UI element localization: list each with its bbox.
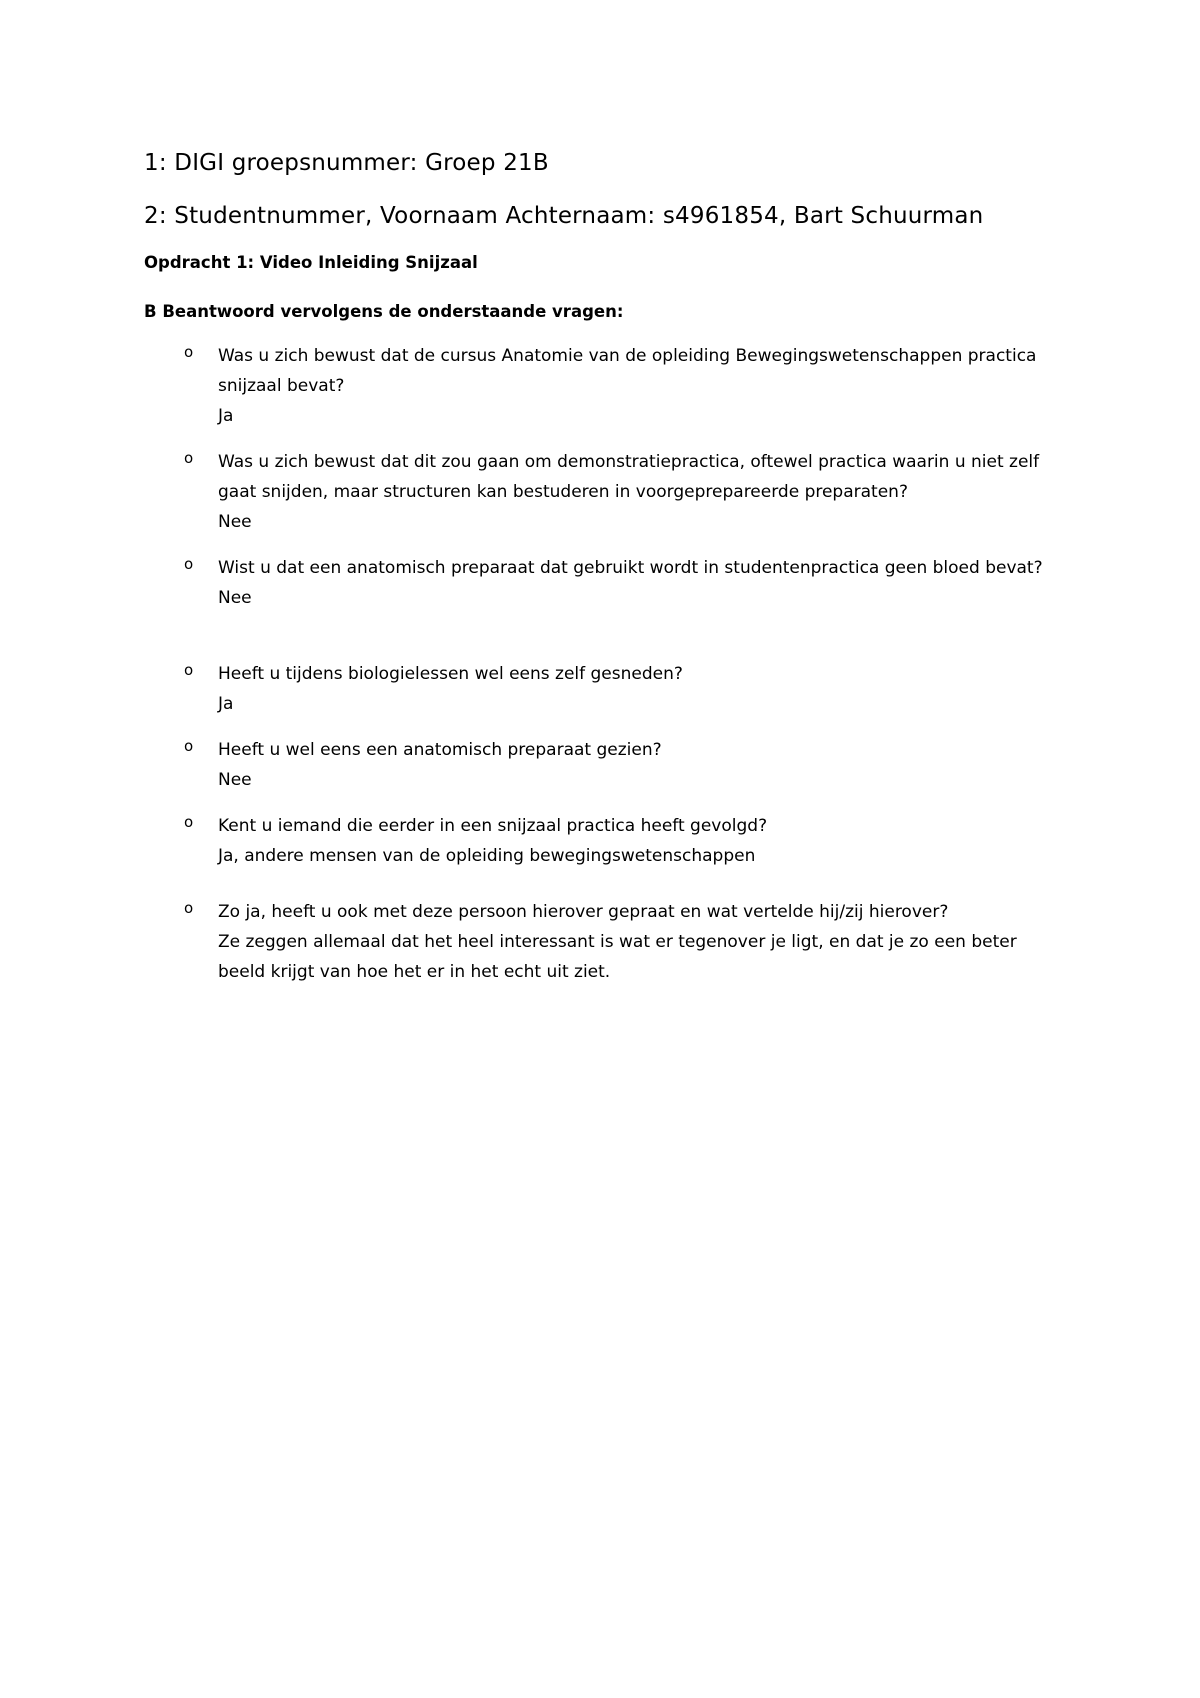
bullet-icon: o [184, 661, 194, 679]
question-block [218, 659, 1058, 719]
question-text: Heeft u tijdens biologielessen wel eens zelf gesneden? [218, 664, 683, 684]
assignment-title: Opdracht 1: Video Inleiding Snijzaal [144, 253, 478, 272]
question-text: Was u zich bewust dat dit zou gaan om demonstratiepractica, oftewel practica waarin u niet zelf gaat snijden, maar structuren kan bestuderen in voorgeprepareerde preparaten? [218, 452, 1040, 502]
question-block [218, 553, 1058, 613]
answer-text: Nee [218, 588, 252, 608]
bullet-icon: o [184, 737, 194, 755]
question-block [218, 447, 1058, 537]
question-block [218, 735, 1058, 795]
answer-text: Ja [218, 406, 234, 426]
student-info-line: 2: Studentnummer, Voornaam Achternaam: s4961854, Bart Schuurman [144, 203, 984, 229]
question-text: Kent u iemand die eerder in een snijzaal practica heeft gevolgd? [218, 816, 768, 836]
question-text: Zo ja, heeft u ook met deze persoon hierover gepraat en wat vertelde hij/zij hierover? [218, 902, 949, 922]
answer-text: Ja, andere mensen van de opleiding bewegingswetenschappen [218, 846, 756, 866]
bullet-icon: o [184, 343, 194, 361]
answer-text: Nee [218, 512, 252, 532]
assignment-instruction: B Beantwoord vervolgens de onderstaande vragen: [144, 302, 624, 321]
question-text: Was u zich bewust dat de cursus Anatomie van de opleiding Bewegingswetenschappen practica snijzaal bevat? [218, 346, 1037, 396]
answer-text: Ze zeggen allemaal dat het heel interessant is wat er tegenover je ligt, en dat je zo een beter beeld krijgt van hoe het er in het echt uit ziet. [218, 932, 1017, 982]
question-text: Heeft u wel eens een anatomisch preparaat gezien? [218, 740, 662, 760]
question-text: Wist u dat een anatomisch preparaat dat gebruikt wordt in studentenpractica geen bloed bevat? [218, 558, 1043, 578]
group-number-line: 1: DIGI groepsnummer: Groep 21B [144, 150, 549, 176]
bullet-icon: o [184, 899, 194, 917]
bullet-icon: o [184, 555, 194, 573]
question-block [218, 811, 1058, 871]
answer-text: Ja [218, 694, 234, 714]
answer-text: Nee [218, 770, 252, 790]
bullet-icon: o [184, 449, 194, 467]
question-block [218, 897, 1058, 987]
question-block [218, 341, 1058, 431]
bullet-icon: o [184, 813, 194, 831]
